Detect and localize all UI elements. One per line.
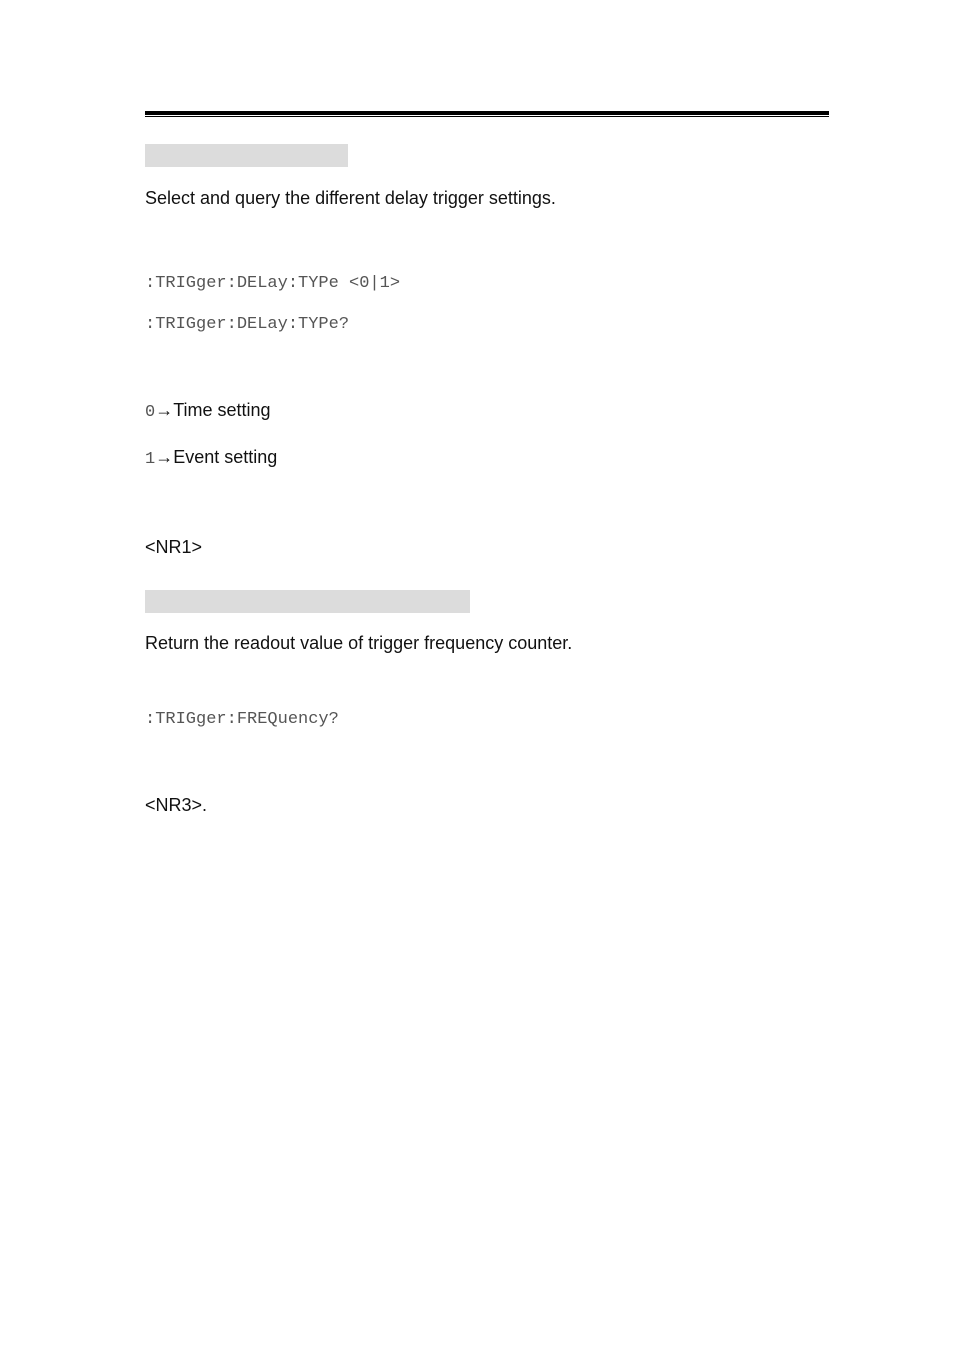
- param-meaning: Event setting: [173, 447, 278, 467]
- param-value: 0: [145, 403, 156, 422]
- section2-syntax-query: :TRIGger:FREQuency?: [145, 710, 339, 729]
- arrow-icon: →: [155, 400, 174, 420]
- section1-syntax-query: :TRIGger:DELay:TYPe?: [145, 315, 350, 334]
- param-meaning: Time setting: [173, 400, 271, 420]
- arrow-icon: →: [155, 447, 174, 467]
- section1-description: Select and query the different delay trigger settings.: [145, 188, 556, 208]
- section1-param-1: [145, 446, 277, 471]
- param-value: 1: [145, 450, 156, 469]
- section2-heading-bar: [145, 590, 470, 613]
- header-rule-thin: [145, 116, 829, 117]
- header-rule-thick: [145, 111, 829, 115]
- section1-return-format: <NR1>: [145, 537, 203, 557]
- section1-syntax-set: :TRIGger:DELay:TYPe <0|1>: [145, 274, 401, 293]
- section2-description: Return the readout value of trigger frequency counter.: [145, 633, 573, 653]
- section1-param-0: [145, 399, 271, 424]
- section2-return-format: <NR3>.: [145, 795, 208, 815]
- section1-heading-bar: [145, 144, 348, 167]
